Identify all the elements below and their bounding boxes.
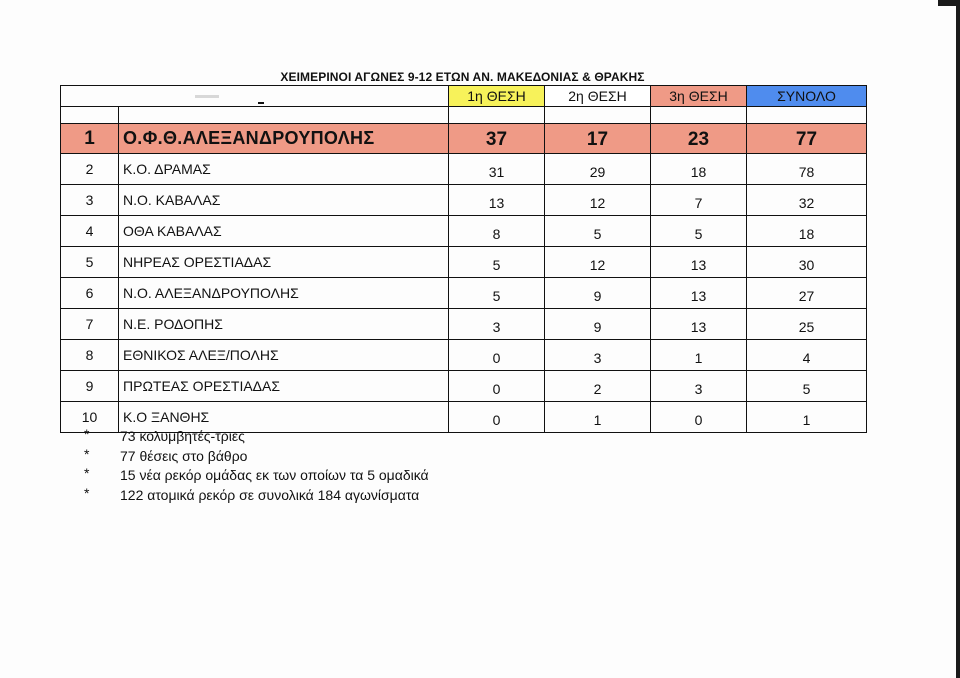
bullet-star-icon: *	[84, 445, 90, 462]
table-row	[61, 340, 867, 371]
club-name-cell: Ο.Φ.Θ.ΑΛΕΞΑΝΔΡΟΥΠΟΛΗΣ	[119, 124, 449, 154]
table-row	[61, 371, 867, 402]
rank-cell: 10	[61, 402, 119, 433]
second-place-cell: 29	[545, 154, 651, 185]
third-place-cell: 13	[651, 247, 747, 278]
rank-cell: 1	[61, 124, 119, 154]
rank-cell: 3	[61, 185, 119, 216]
total-cell: 77	[747, 124, 867, 154]
total-cell: 5	[747, 371, 867, 402]
note-text: 73 κολυμβητές-τριες	[120, 428, 245, 444]
second-place-cell: 17	[545, 124, 651, 154]
header-first-place: 1η ΘΕΣΗ	[449, 86, 545, 107]
third-place-cell: 5	[651, 216, 747, 247]
note-item	[84, 427, 429, 447]
note-item	[84, 447, 429, 467]
third-place-cell: 18	[651, 154, 747, 185]
spacer-cell	[545, 107, 651, 124]
club-name-cell: Κ.Ο ΞΑΝΘΗΣ	[119, 402, 449, 433]
note-text: 122 ατομικά ρεκόρ σε συνολικά 184 αγωνίσματα	[120, 486, 420, 503]
table-row	[61, 247, 867, 278]
spacer-cell	[119, 107, 449, 124]
second-place-cell: 1	[545, 402, 651, 433]
header-third-place: 3η ΘΕΣΗ	[651, 86, 747, 107]
second-place-cell: 3	[545, 340, 651, 371]
note-text: 77 θέσεις στο βάθρο	[120, 447, 248, 464]
notes-list	[84, 427, 429, 505]
total-cell: 30	[747, 247, 867, 278]
document-title: ΧΕΙΜΕΡΙΝΟΙ ΑΓΩΝΕΣ 9-12 ΕΤΩΝ ΑΝ. ΜΑΚΕΔΟΝΙΑΣ & ΘΡΑΚΗΣ	[280, 70, 645, 84]
club-name-cell: ΠΡΩΤΕΑΣ ΟΡΕΣΤΙΑΔΑΣ	[119, 371, 449, 402]
spacer-cell	[449, 107, 545, 124]
third-place-cell: 7	[651, 185, 747, 216]
spacer-cell	[651, 107, 747, 124]
table-row-winner	[61, 124, 867, 154]
rank-cell: 6	[61, 278, 119, 309]
first-place-cell: 0	[449, 371, 545, 402]
note-item	[84, 486, 429, 506]
second-place-cell: 9	[545, 278, 651, 309]
bullet-star-icon: *	[84, 465, 90, 481]
rank-cell: 2	[61, 154, 119, 185]
first-place-cell: 0	[449, 402, 545, 433]
scan-border	[956, 0, 960, 678]
first-place-cell: 31	[449, 154, 545, 185]
first-place-cell: 5	[449, 247, 545, 278]
club-name-cell: ΟΘΑ ΚΑΒΑΛΑΣ	[119, 216, 449, 247]
second-place-cell: 12	[545, 185, 651, 216]
table-row	[61, 154, 867, 185]
header-row	[61, 86, 867, 107]
total-cell: 27	[747, 278, 867, 309]
first-place-cell: 8	[449, 216, 545, 247]
header-blank-rank	[61, 86, 119, 107]
table-row	[61, 309, 867, 340]
second-place-cell: 12	[545, 247, 651, 278]
rank-cell: 8	[61, 340, 119, 371]
third-place-cell: 13	[651, 309, 747, 340]
third-place-cell: 23	[651, 124, 747, 154]
total-cell: 4	[747, 340, 867, 371]
second-place-cell: 2	[545, 371, 651, 402]
rank-cell: 5	[61, 247, 119, 278]
third-place-cell: 1	[651, 340, 747, 371]
total-cell: 78	[747, 154, 867, 185]
club-name-cell: Ν.Ε. ΡΟΔΟΠΗΣ	[119, 309, 449, 340]
first-place-cell: 5	[449, 278, 545, 309]
rank-cell: 4	[61, 216, 119, 247]
rank-cell: 7	[61, 309, 119, 340]
spacer-cell	[747, 107, 867, 124]
note-text: 15 νέα ρεκόρ ομάδας εκ των οποίων τα 5 ομαδικά	[120, 467, 429, 483]
rank-cell: 9	[61, 371, 119, 402]
club-name-cell: Ν.Ο. ΑΛΕΞΑΝΔΡΟΥΠΟΛΗΣ	[119, 278, 449, 309]
third-place-cell: 0	[651, 402, 747, 433]
club-name-cell: ΕΘΝΙΚΟΣ ΑΛΕΞ/ΠΟΛΗΣ	[119, 340, 449, 371]
bullet-star-icon: *	[84, 426, 90, 442]
table-row	[61, 216, 867, 247]
spacer-row	[61, 107, 867, 124]
results-table	[60, 85, 867, 433]
club-name-cell: ΝΗΡΕΑΣ ΟΡΕΣΤΙΑΔΑΣ	[119, 247, 449, 278]
first-place-cell: 0	[449, 340, 545, 371]
scan-corner	[938, 0, 960, 6]
total-cell: 1	[747, 402, 867, 433]
total-cell: 32	[747, 185, 867, 216]
table-row	[61, 185, 867, 216]
first-place-cell: 37	[449, 124, 545, 154]
club-name-cell: Κ.Ο. ΔΡΑΜΑΣ	[119, 154, 449, 185]
note-item	[84, 466, 429, 486]
second-place-cell: 9	[545, 309, 651, 340]
third-place-cell: 13	[651, 278, 747, 309]
spacer-cell	[61, 107, 119, 124]
second-place-cell: 5	[545, 216, 651, 247]
first-place-cell: 3	[449, 309, 545, 340]
table-row	[61, 278, 867, 309]
header-blank-club	[119, 86, 449, 107]
total-cell: 18	[747, 216, 867, 247]
third-place-cell: 3	[651, 371, 747, 402]
first-place-cell: 13	[449, 185, 545, 216]
bullet-star-icon: *	[84, 484, 90, 501]
header-second-place: 2η ΘΕΣΗ	[545, 86, 651, 107]
club-name-cell: Ν.Ο. ΚΑΒΑΛΑΣ	[119, 185, 449, 216]
total-cell: 25	[747, 309, 867, 340]
header-total: ΣΥΝΟΛΟ	[747, 86, 867, 107]
